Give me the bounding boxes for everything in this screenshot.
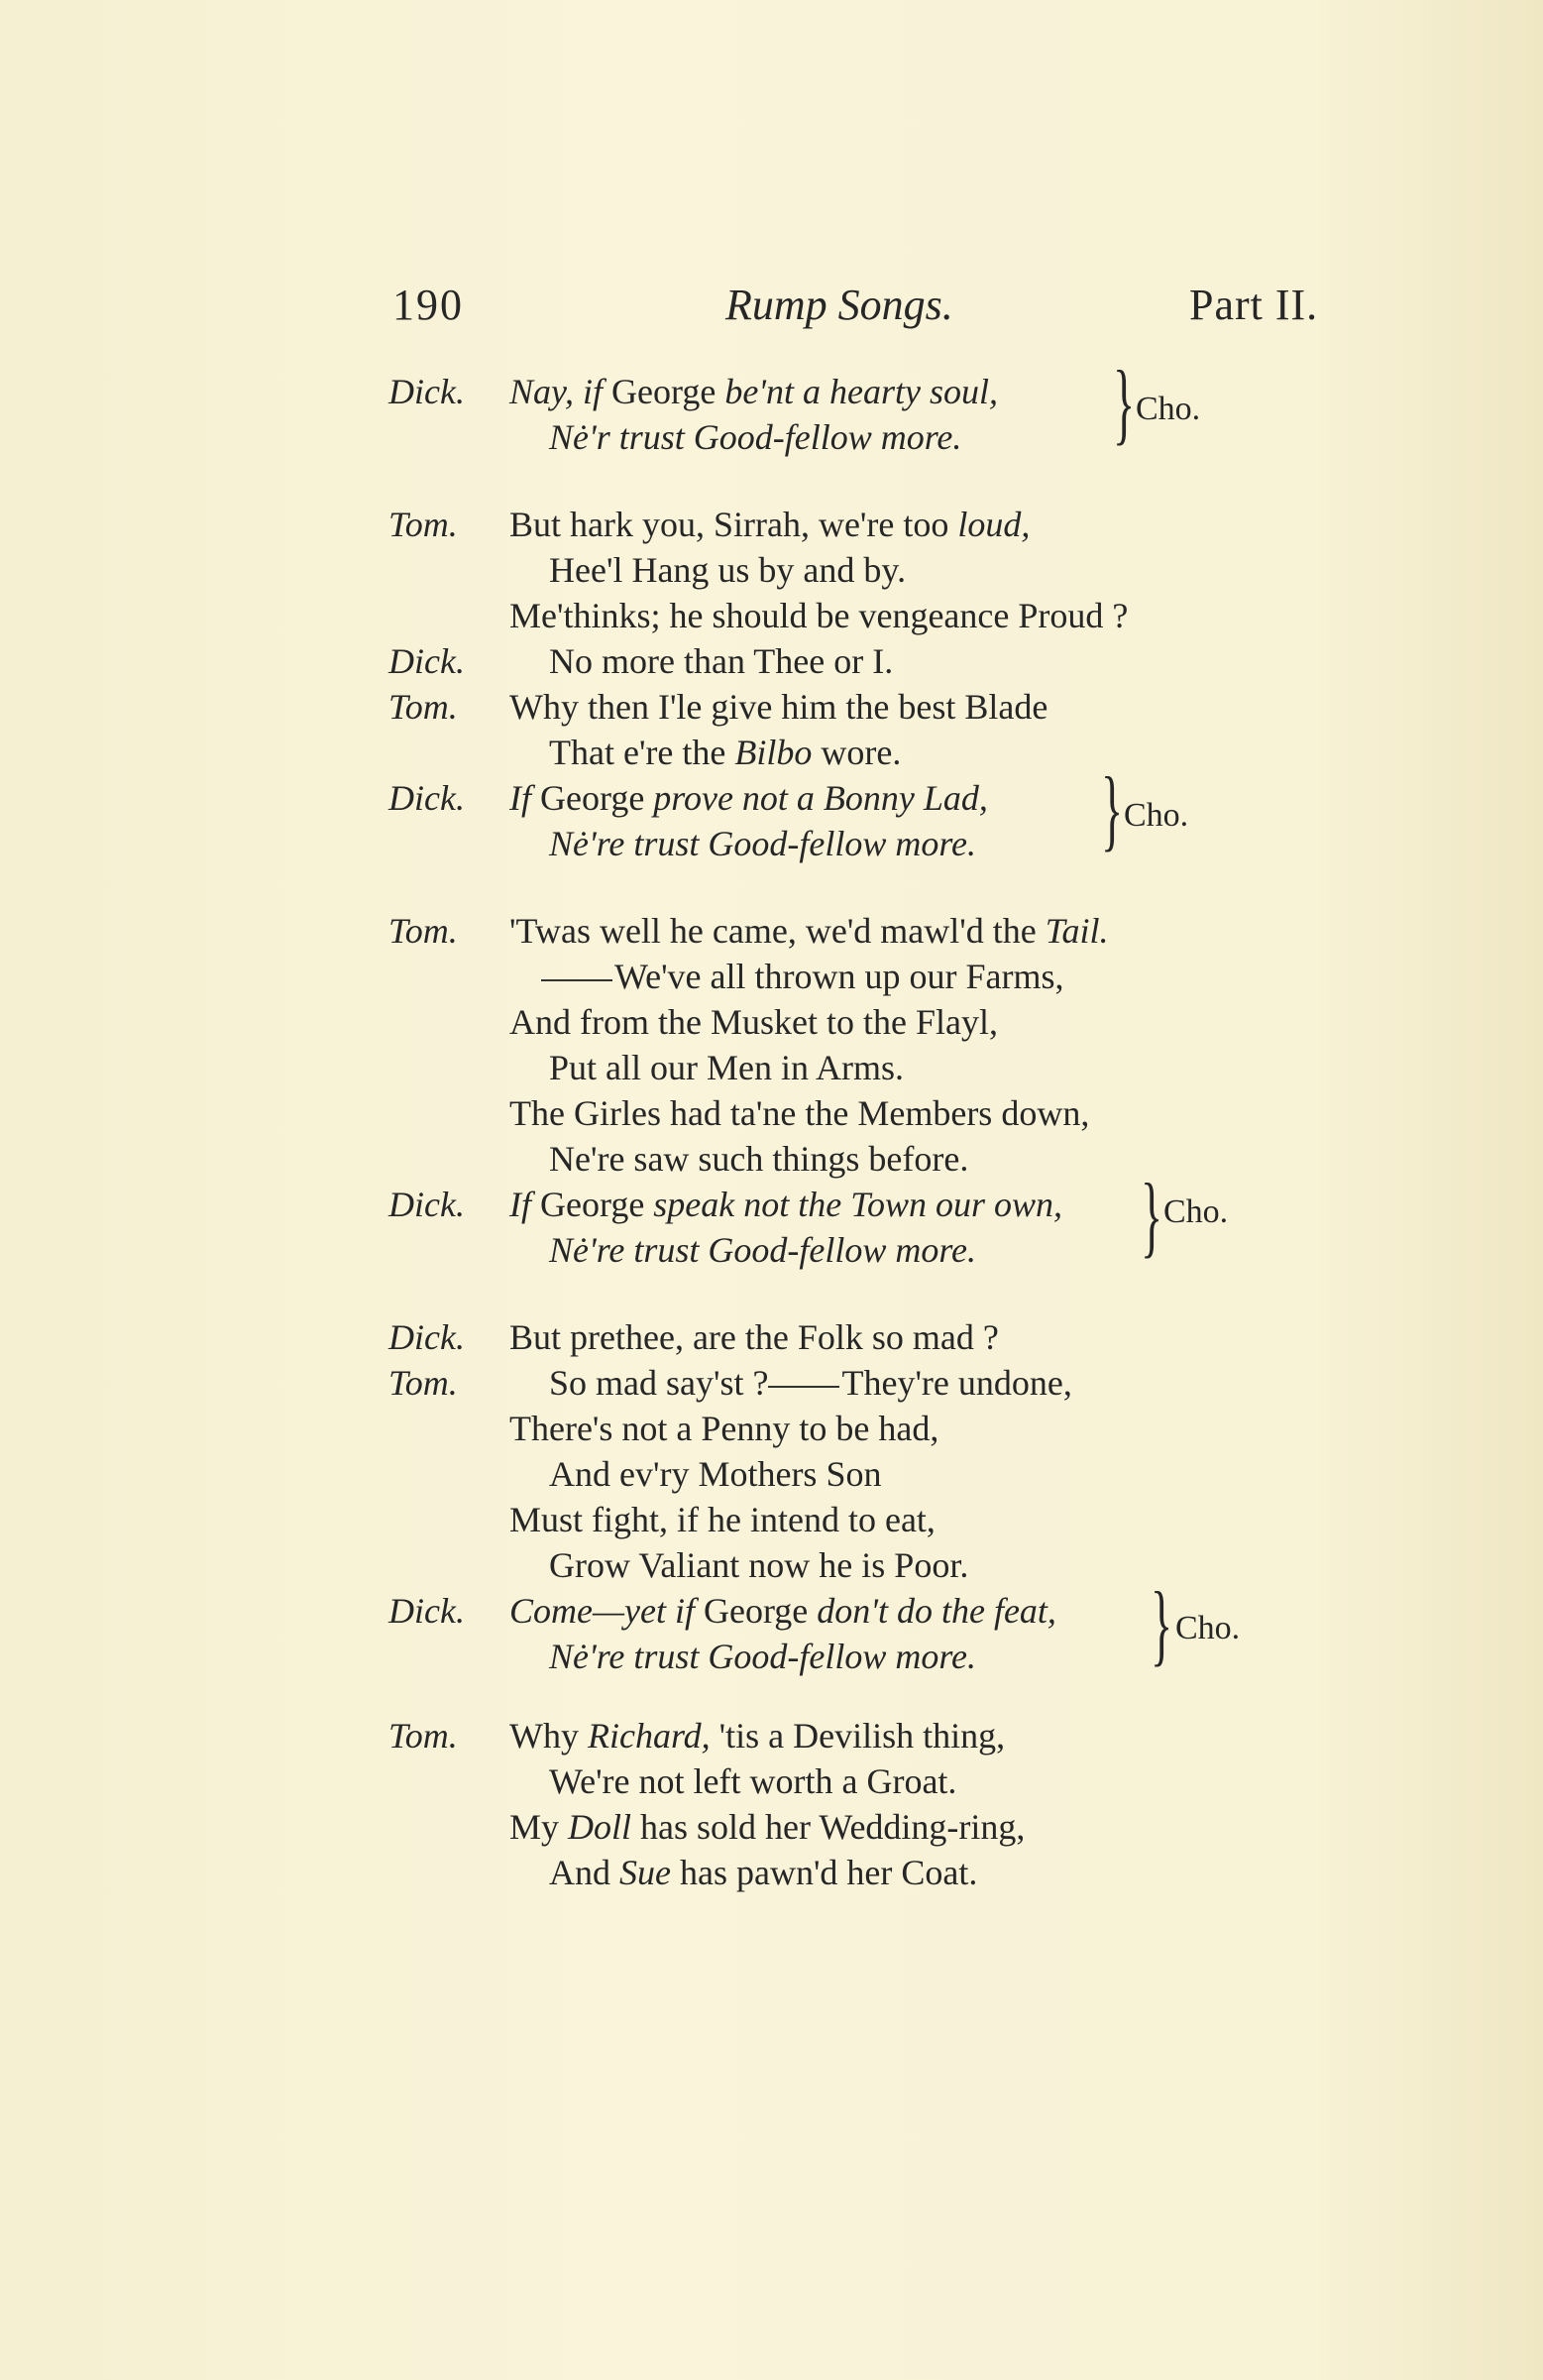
speaker: Dick. xyxy=(388,778,465,818)
verse-text: Hee'l Hang us by and by. xyxy=(549,550,907,590)
verse-line xyxy=(0,1316,1543,1362)
verse-text: The Girles had ta'ne the Members down, xyxy=(509,1093,1090,1133)
verse-line xyxy=(0,1453,1543,1499)
verse-line xyxy=(0,956,1543,1001)
stanza-5 xyxy=(0,1715,1543,1897)
verse-text: But prethee, are the Folk so mad ? xyxy=(509,1317,999,1357)
verse-text: We're not left worth a Groat. xyxy=(549,1761,957,1801)
chorus-brace: } xyxy=(1151,1573,1173,1674)
verse-text: And Sue has pawn'd her Coat. xyxy=(549,1853,978,1892)
verse-line xyxy=(0,549,1543,595)
verse-text: Why then I'le give him the best Blade xyxy=(509,687,1048,727)
verse-line xyxy=(0,1544,1543,1590)
chorus-label: Cho. xyxy=(1124,797,1189,834)
stanza-3 xyxy=(0,910,1543,1275)
page-number: 190 xyxy=(392,281,464,329)
verse-text: There's not a Penny to be had, xyxy=(509,1409,939,1448)
verse-text: 'Twas well he came, we'd mawl'd the Tail. xyxy=(509,911,1109,951)
verse-text: Grow Valiant now he is Poor. xyxy=(549,1545,969,1585)
verse-line xyxy=(0,1001,1543,1047)
verse-line xyxy=(0,640,1543,686)
speaker: Dick. xyxy=(388,641,465,681)
verse-text: But hark you, Sirrah, we're too loud, xyxy=(509,505,1031,544)
verse-line xyxy=(0,777,1543,823)
verse-text: Ne're saw such things before. xyxy=(549,1139,969,1179)
verse-line xyxy=(0,1806,1543,1852)
verse-line xyxy=(0,416,1543,462)
verse-text: We've all thrown up our Farms, xyxy=(549,956,1064,997)
verse-line xyxy=(0,1229,1543,1275)
verse-text: If George prove not a Bonny Lad, xyxy=(509,778,988,818)
verse-text: Put all our Men in Arms. xyxy=(549,1048,904,1087)
verse-text: Nė're trust Good-fellow more. xyxy=(549,824,976,863)
speaker: Tom. xyxy=(388,687,458,727)
verse-text: Nė'r trust Good-fellow more. xyxy=(549,417,962,457)
verse-line xyxy=(0,732,1543,777)
verse-line xyxy=(0,910,1543,956)
chorus-label: Cho. xyxy=(1163,1193,1229,1230)
speaker: Tom. xyxy=(388,505,458,544)
chorus-brace: } xyxy=(1113,352,1136,453)
chorus-brace: } xyxy=(1141,1165,1163,1266)
speaker: Dick. xyxy=(388,1185,465,1224)
verse-text: Must fight, if he intend to eat, xyxy=(509,1500,936,1539)
verse-line xyxy=(0,1636,1543,1681)
em-dash-rule xyxy=(541,979,612,981)
verse-text: Nė're trust Good-fellow more. xyxy=(549,1637,976,1676)
verse-line xyxy=(0,1138,1543,1184)
verse-text: My Doll has sold her Wedding-ring, xyxy=(509,1807,1026,1847)
verse-text: Me'thinks; he should be vengeance Proud ? xyxy=(509,596,1129,635)
verse-line xyxy=(0,371,1543,416)
page-header xyxy=(0,280,1543,339)
verse-text: No more than Thee or I. xyxy=(549,641,894,681)
verse-line xyxy=(0,595,1543,640)
speaker: Dick. xyxy=(388,1591,465,1631)
speaker: Tom. xyxy=(388,1716,458,1756)
verse-line xyxy=(0,1715,1543,1760)
speaker: Tom. xyxy=(388,1363,458,1403)
speaker: Dick. xyxy=(388,1317,465,1357)
verse-text: Nė're trust Good-fellow more. xyxy=(549,1230,976,1270)
verse-line xyxy=(0,1852,1543,1897)
verse-text: And from the Musket to the Flayl, xyxy=(509,1002,998,1042)
stanza-4 xyxy=(0,1316,1543,1681)
verse-line xyxy=(0,823,1543,868)
verse-text: That e're the Bilbo wore. xyxy=(549,733,902,772)
verse-text: Come—yet if George don't do the feat, xyxy=(509,1591,1056,1631)
stanza-2 xyxy=(0,504,1543,868)
verse-text: So mad say'st ? They're undone, xyxy=(549,1363,1072,1403)
verse-line xyxy=(0,1092,1543,1138)
verse-line xyxy=(0,1408,1543,1453)
verse-text: Why Richard, 'tis a Devilish thing, xyxy=(509,1716,1006,1756)
stanza-1 xyxy=(0,352,1543,462)
verse-text: And ev'ry Mothers Son xyxy=(549,1454,882,1494)
chorus-brace: } xyxy=(1101,758,1124,859)
verse-line xyxy=(0,1760,1543,1806)
verse-line xyxy=(0,504,1543,549)
verse-text: Nay, if George be'nt a hearty soul, xyxy=(509,372,998,411)
running-title: Rump Songs. xyxy=(725,281,953,329)
verse-line xyxy=(0,1184,1543,1229)
chorus-label: Cho. xyxy=(1136,391,1201,427)
verse-line xyxy=(0,1590,1543,1636)
verse-line xyxy=(0,1499,1543,1544)
part-label: Part II. xyxy=(1189,281,1319,329)
chorus-label: Cho. xyxy=(1175,1610,1241,1646)
verse-line xyxy=(0,1047,1543,1092)
verse-line xyxy=(0,686,1543,732)
em-dash-rule xyxy=(768,1386,839,1388)
verse-text: If George speak not the Town our own, xyxy=(509,1185,1062,1224)
speaker: Tom. xyxy=(388,911,458,951)
verse-line xyxy=(0,1362,1543,1408)
speaker: Dick. xyxy=(388,372,465,411)
